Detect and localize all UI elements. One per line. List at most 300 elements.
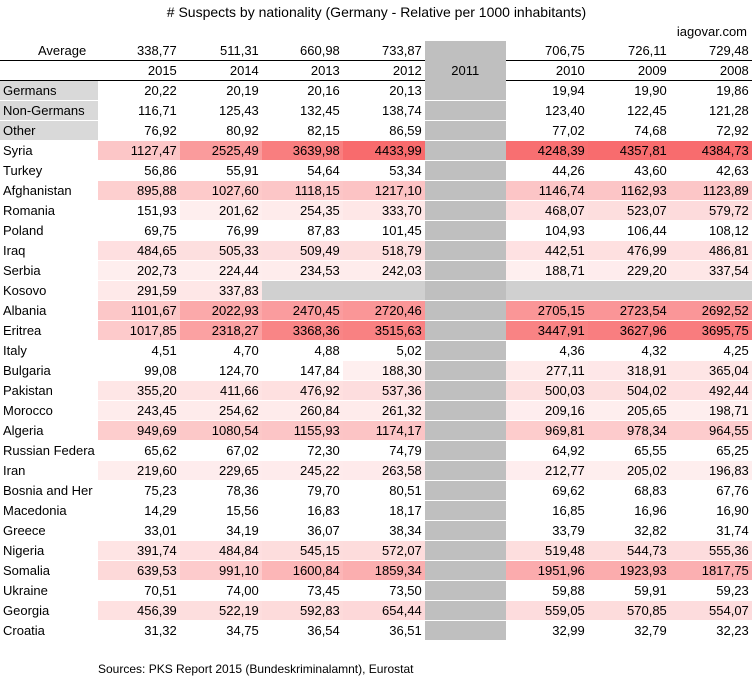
value-cell: 1817,75 (670, 560, 752, 580)
value-cell: 151,93 (98, 200, 180, 220)
gap-cell (425, 200, 506, 220)
value-cell: 108,12 (670, 220, 752, 240)
value-cell: 978,34 (588, 420, 670, 440)
value-cell: 15,56 (180, 500, 262, 520)
value-cell: 355,20 (98, 380, 180, 400)
row-label: Turkey (0, 160, 98, 180)
value-cell: 365,04 (670, 360, 752, 380)
value-cell: 484,84 (180, 540, 262, 560)
gap-cell (425, 600, 506, 620)
value-cell: 537,36 (343, 380, 425, 400)
value-cell: 570,85 (588, 600, 670, 620)
value-cell: 64,92 (506, 440, 588, 460)
value-cell: 391,74 (98, 540, 180, 560)
value-cell: 592,83 (262, 600, 343, 620)
value-cell: 74,00 (180, 580, 262, 600)
value-cell: 2470,45 (262, 300, 343, 320)
year-header: 2009 (588, 60, 670, 80)
value-cell: 500,03 (506, 380, 588, 400)
page-title: # Suspects by nationality (Germany - Relative per 1000 inhabitants) (166, 4, 587, 20)
value-cell: 505,33 (180, 240, 262, 260)
value-cell: 518,79 (343, 240, 425, 260)
value-cell: 16,83 (262, 500, 343, 520)
average-cell: 726,11 (588, 41, 670, 60)
value-cell: 4248,39 (506, 140, 588, 160)
value-cell: 1217,10 (343, 180, 425, 200)
value-cell: 116,71 (98, 100, 180, 120)
value-cell: 337,54 (670, 260, 752, 280)
gap-cell (425, 560, 506, 580)
value-cell: 1027,60 (180, 180, 262, 200)
value-cell: 31,74 (670, 520, 752, 540)
row-label: Russian Federa (0, 440, 98, 460)
value-cell: 337,83 (180, 280, 262, 300)
value-cell: 36,07 (262, 520, 343, 540)
value-cell: 132,45 (262, 100, 343, 120)
value-cell: 212,77 (506, 460, 588, 480)
value-cell: 411,66 (180, 380, 262, 400)
gap-cell (425, 440, 506, 460)
gap-cell (425, 540, 506, 560)
row-label: Eritrea (0, 320, 98, 340)
gap-cell (425, 340, 506, 360)
row-label: Non-Germans (0, 100, 98, 120)
value-cell: 229,65 (180, 460, 262, 480)
value-cell: 72,92 (670, 120, 752, 140)
value-cell: 205,02 (588, 460, 670, 480)
value-cell: 72,30 (262, 440, 343, 460)
gap-cell (425, 80, 506, 100)
value-cell: 188,30 (343, 360, 425, 380)
value-cell: 1101,67 (98, 300, 180, 320)
value-cell: 4,32 (588, 340, 670, 360)
year-header-gap: 2011 (425, 60, 506, 80)
value-cell: 19,94 (506, 80, 588, 100)
value-cell: 333,70 (343, 200, 425, 220)
value-cell: 32,82 (588, 520, 670, 540)
value-cell: 468,07 (506, 200, 588, 220)
row-label: Albania (0, 300, 98, 320)
value-cell: 77,02 (506, 120, 588, 140)
value-cell: 4,70 (180, 340, 262, 360)
year-header: 2008 (670, 60, 752, 80)
value-cell: 1859,34 (343, 560, 425, 580)
row-label: Nigeria (0, 540, 98, 560)
value-cell: 219,60 (98, 460, 180, 480)
value-cell: 202,73 (98, 260, 180, 280)
value-cell: 99,08 (98, 360, 180, 380)
gap-cell (425, 120, 506, 140)
table-row (0, 540, 752, 560)
average-cell-gap (425, 41, 506, 60)
value-cell: 476,99 (588, 240, 670, 260)
value-cell: 75,23 (98, 480, 180, 500)
table-row (0, 140, 752, 160)
value-cell: 260,84 (262, 400, 343, 420)
row-label: Germans (0, 80, 98, 100)
row-label: Somalia (0, 560, 98, 580)
value-cell: 3695,75 (670, 320, 752, 340)
value-cell: 1146,74 (506, 180, 588, 200)
average-cell: 511,31 (180, 41, 262, 60)
row-label: Morocco (0, 400, 98, 420)
gap-cell (425, 360, 506, 380)
value-cell: 224,44 (180, 260, 262, 280)
table-row (0, 120, 752, 140)
table-row (0, 420, 752, 440)
row-label: Kosovo (0, 280, 98, 300)
value-cell: 70,51 (98, 580, 180, 600)
table-row (0, 440, 752, 460)
value-cell: 67,76 (670, 480, 752, 500)
value-cell: 68,83 (588, 480, 670, 500)
value-cell: 20,13 (343, 80, 425, 100)
value-cell: 16,85 (506, 500, 588, 520)
value-cell: 73,45 (262, 580, 343, 600)
value-cell: 125,43 (180, 100, 262, 120)
value-cell: 3627,96 (588, 320, 670, 340)
value-cell: 14,29 (98, 500, 180, 520)
missing-cell (262, 280, 343, 300)
table-row (0, 80, 752, 100)
table-row (0, 100, 752, 120)
table-row (0, 500, 752, 520)
value-cell: 4,51 (98, 340, 180, 360)
value-cell: 261,32 (343, 400, 425, 420)
value-cell: 4,36 (506, 340, 588, 360)
value-cell: 124,70 (180, 360, 262, 380)
value-cell: 1017,85 (98, 320, 180, 340)
value-cell: 42,63 (670, 160, 752, 180)
value-cell: 291,59 (98, 280, 180, 300)
value-cell: 2720,46 (343, 300, 425, 320)
value-cell: 639,53 (98, 560, 180, 580)
value-cell: 2705,15 (506, 300, 588, 320)
value-cell: 572,07 (343, 540, 425, 560)
value-cell: 523,07 (588, 200, 670, 220)
value-cell: 147,84 (262, 360, 343, 380)
value-cell: 991,10 (180, 560, 262, 580)
value-cell: 2525,49 (180, 140, 262, 160)
value-cell: 59,23 (670, 580, 752, 600)
gap-cell (425, 480, 506, 500)
table-row (0, 260, 752, 280)
missing-cell (588, 280, 670, 300)
value-cell: 121,28 (670, 100, 752, 120)
value-cell: 87,83 (262, 220, 343, 240)
table-row (0, 400, 752, 420)
gap-cell (425, 320, 506, 340)
value-cell: 122,45 (588, 100, 670, 120)
missing-cell (506, 280, 588, 300)
year-header: 2010 (506, 60, 588, 80)
value-cell: 56,86 (98, 160, 180, 180)
row-label: Pakistan (0, 380, 98, 400)
value-cell: 34,75 (180, 620, 262, 640)
value-cell: 65,55 (588, 440, 670, 460)
value-cell: 76,92 (98, 120, 180, 140)
value-cell: 196,83 (670, 460, 752, 480)
value-cell: 104,93 (506, 220, 588, 240)
value-cell: 16,90 (670, 500, 752, 520)
value-cell: 18,17 (343, 500, 425, 520)
value-cell: 509,49 (262, 240, 343, 260)
value-cell: 101,45 (343, 220, 425, 240)
value-cell: 32,23 (670, 620, 752, 640)
table-row (0, 380, 752, 400)
gap-cell (425, 620, 506, 640)
value-cell: 504,02 (588, 380, 670, 400)
table-row (0, 520, 752, 540)
year-header: 2014 (180, 60, 262, 80)
value-cell: 1080,54 (180, 420, 262, 440)
value-cell: 4,88 (262, 340, 343, 360)
average-cell: 729,48 (670, 41, 752, 60)
value-cell: 242,03 (343, 260, 425, 280)
row-label: Serbia (0, 260, 98, 280)
value-cell: 69,75 (98, 220, 180, 240)
year-header-row (0, 60, 752, 80)
table-row (0, 200, 752, 220)
value-cell: 442,51 (506, 240, 588, 260)
row-label: Ukraine (0, 580, 98, 600)
row-label: Algeria (0, 420, 98, 440)
value-cell: 2318,27 (180, 320, 262, 340)
value-cell: 519,48 (506, 540, 588, 560)
value-cell: 245,22 (262, 460, 343, 480)
value-cell: 65,25 (670, 440, 752, 460)
value-cell: 1162,93 (588, 180, 670, 200)
value-cell: 579,72 (670, 200, 752, 220)
value-cell: 5,02 (343, 340, 425, 360)
table-row (0, 360, 752, 380)
value-cell: 1123,89 (670, 180, 752, 200)
value-cell: 456,39 (98, 600, 180, 620)
table-row (0, 300, 752, 320)
average-cell: 660,98 (262, 41, 343, 60)
value-cell: 59,88 (506, 580, 588, 600)
average-cell: 706,75 (506, 41, 588, 60)
value-cell: 1951,96 (506, 560, 588, 580)
value-cell: 486,81 (670, 240, 752, 260)
row-label: Iran (0, 460, 98, 480)
value-cell: 4384,73 (670, 140, 752, 160)
row-label: Macedonia (0, 500, 98, 520)
value-cell: 522,19 (180, 600, 262, 620)
row-label: Bosnia and Her (0, 480, 98, 500)
value-cell: 318,91 (588, 360, 670, 380)
value-cell: 263,58 (343, 460, 425, 480)
table-row (0, 240, 752, 260)
value-cell: 1127,47 (98, 140, 180, 160)
value-cell: 59,91 (588, 580, 670, 600)
value-cell: 20,19 (180, 80, 262, 100)
value-cell: 229,20 (588, 260, 670, 280)
gap-cell (425, 160, 506, 180)
value-cell: 3515,63 (343, 320, 425, 340)
gap-cell (425, 240, 506, 260)
gap-cell (425, 380, 506, 400)
value-cell: 964,55 (670, 420, 752, 440)
gap-cell (425, 180, 506, 200)
value-cell: 476,92 (262, 380, 343, 400)
average-row (0, 41, 752, 60)
value-cell: 4357,81 (588, 140, 670, 160)
value-cell: 277,11 (506, 360, 588, 380)
gap-cell (425, 580, 506, 600)
value-cell: 69,62 (506, 480, 588, 500)
value-cell: 554,07 (670, 600, 752, 620)
value-cell: 484,65 (98, 240, 180, 260)
year-header: 2015 (98, 60, 180, 80)
value-cell: 80,51 (343, 480, 425, 500)
value-cell: 123,40 (506, 100, 588, 120)
row-label: Syria (0, 140, 98, 160)
value-cell: 243,45 (98, 400, 180, 420)
value-cell: 43,60 (588, 160, 670, 180)
year-header: 2012 (343, 60, 425, 80)
value-cell: 209,16 (506, 400, 588, 420)
value-cell: 1923,93 (588, 560, 670, 580)
value-cell: 559,05 (506, 600, 588, 620)
table-row (0, 280, 752, 300)
value-cell: 654,44 (343, 600, 425, 620)
value-cell: 73,50 (343, 580, 425, 600)
gap-cell (425, 220, 506, 240)
table-row (0, 320, 752, 340)
table-body (0, 41, 752, 640)
value-cell: 44,26 (506, 160, 588, 180)
year-header-blank (0, 60, 98, 80)
value-cell: 4433,99 (343, 140, 425, 160)
value-cell: 55,91 (180, 160, 262, 180)
value-cell: 198,71 (670, 400, 752, 420)
value-cell: 1155,93 (262, 420, 343, 440)
table-row (0, 340, 752, 360)
value-cell: 2022,93 (180, 300, 262, 320)
value-cell: 1600,84 (262, 560, 343, 580)
gap-cell (425, 500, 506, 520)
value-cell: 74,79 (343, 440, 425, 460)
value-cell: 67,02 (180, 440, 262, 460)
value-cell: 78,36 (180, 480, 262, 500)
missing-cell (670, 280, 752, 300)
value-cell: 36,54 (262, 620, 343, 640)
gap-cell (425, 100, 506, 120)
gap-cell (425, 420, 506, 440)
row-label: Other (0, 120, 98, 140)
value-cell: 254,62 (180, 400, 262, 420)
table-row (0, 580, 752, 600)
value-cell: 82,15 (262, 120, 343, 140)
gap-cell (425, 260, 506, 280)
missing-cell (343, 280, 425, 300)
value-cell: 1118,15 (262, 180, 343, 200)
value-cell: 545,15 (262, 540, 343, 560)
gap-cell (425, 280, 506, 300)
value-cell: 33,01 (98, 520, 180, 540)
value-cell: 74,68 (588, 120, 670, 140)
suspects-table (0, 41, 752, 641)
value-cell: 20,16 (262, 80, 343, 100)
row-label: Croatia (0, 620, 98, 640)
gap-cell (425, 300, 506, 320)
average-cell: 733,87 (343, 41, 425, 60)
table-row (0, 480, 752, 500)
value-cell: 53,34 (343, 160, 425, 180)
value-cell: 895,88 (98, 180, 180, 200)
value-cell: 33,79 (506, 520, 588, 540)
row-label: Afghanistan (0, 180, 98, 200)
value-cell: 19,86 (670, 80, 752, 100)
value-cell: 4,25 (670, 340, 752, 360)
table-row (0, 620, 752, 640)
value-cell: 1174,17 (343, 420, 425, 440)
average-label: Average (0, 41, 98, 60)
table-row (0, 220, 752, 240)
value-cell: 32,99 (506, 620, 588, 640)
row-label: Italy (0, 340, 98, 360)
row-label: Iraq (0, 240, 98, 260)
row-label: Greece (0, 520, 98, 540)
table-row (0, 160, 752, 180)
table-row (0, 180, 752, 200)
value-cell: 20,22 (98, 80, 180, 100)
value-cell: 2723,54 (588, 300, 670, 320)
value-cell: 3447,91 (506, 320, 588, 340)
value-cell: 80,92 (180, 120, 262, 140)
source-note: Sources: PKS Report 2015 (Bundeskriminalamnt), Eurostat (98, 662, 414, 676)
row-label: Georgia (0, 600, 98, 620)
value-cell: 138,74 (343, 100, 425, 120)
row-label: Bulgaria (0, 360, 98, 380)
value-cell: 188,71 (506, 260, 588, 280)
value-cell: 32,79 (588, 620, 670, 640)
value-cell: 2692,52 (670, 300, 752, 320)
value-cell: 65,62 (98, 440, 180, 460)
value-cell: 79,70 (262, 480, 343, 500)
average-cell: 338,77 (98, 41, 180, 60)
table-row (0, 560, 752, 580)
value-cell: 555,36 (670, 540, 752, 560)
gap-cell (425, 140, 506, 160)
gap-cell (425, 400, 506, 420)
table-row (0, 600, 752, 620)
row-label: Poland (0, 220, 98, 240)
value-cell: 492,44 (670, 380, 752, 400)
value-cell: 3639,98 (262, 140, 343, 160)
value-cell: 949,69 (98, 420, 180, 440)
value-cell: 544,73 (588, 540, 670, 560)
value-cell: 34,19 (180, 520, 262, 540)
value-cell: 19,90 (588, 80, 670, 100)
value-cell: 38,34 (343, 520, 425, 540)
value-cell: 76,99 (180, 220, 262, 240)
value-cell: 205,65 (588, 400, 670, 420)
value-cell: 3368,36 (262, 320, 343, 340)
value-cell: 201,62 (180, 200, 262, 220)
value-cell: 31,32 (98, 620, 180, 640)
value-cell: 16,96 (588, 500, 670, 520)
row-label: Romania (0, 200, 98, 220)
value-cell: 36,51 (343, 620, 425, 640)
value-cell: 86,59 (343, 120, 425, 140)
value-cell: 106,44 (588, 220, 670, 240)
value-cell: 54,64 (262, 160, 343, 180)
value-cell: 969,81 (506, 420, 588, 440)
gap-cell (425, 460, 506, 480)
gap-cell (425, 520, 506, 540)
